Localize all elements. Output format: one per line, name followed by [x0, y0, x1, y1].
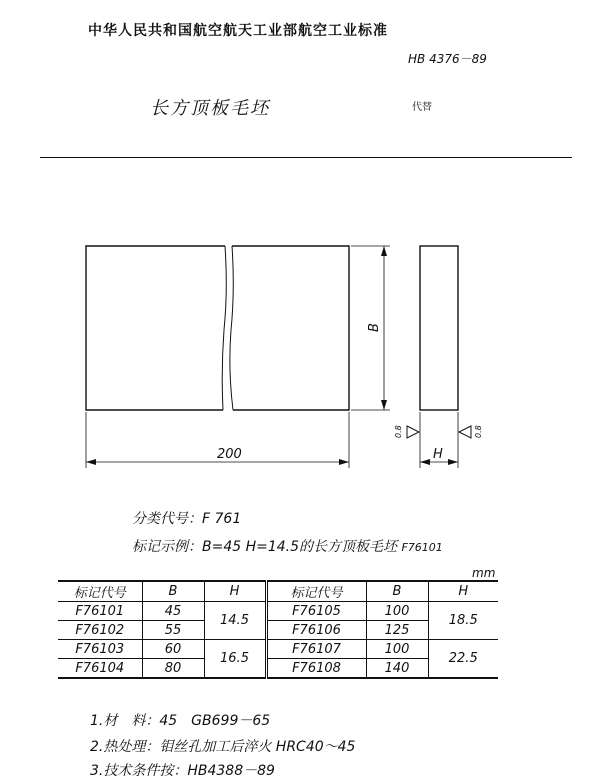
cell-code: F76106 [266, 621, 366, 640]
cell-b: 45 [142, 602, 204, 621]
unit-label: mm [472, 566, 496, 580]
dim-h-label: H [433, 447, 443, 462]
table-header-row [58, 581, 498, 602]
cell-code: F76105 [266, 602, 366, 621]
note-material: 1.材 料：45 GB699－65 [90, 713, 271, 729]
cell-b: 80 [142, 659, 204, 679]
roughness-value-left: 0.8 [394, 425, 403, 438]
classification-label: 分类代号： [132, 511, 202, 527]
marking-example-code: F76101 [401, 541, 443, 554]
classification-line [132, 508, 241, 528]
cell-b: 100 [366, 640, 428, 659]
roughness-symbol-right-icon [459, 426, 471, 438]
table-row [58, 640, 498, 659]
note-technical-conditions: 3.技术条件按：HB4388－89 [90, 763, 275, 779]
dim-200-label: 200 [217, 447, 242, 462]
roughness-value-right: 0.8 [474, 425, 483, 438]
cell-b: 60 [142, 640, 204, 659]
note-heat-treatment: 2.热处理：钼丝孔加工后淬火 HRC40～45 [90, 739, 356, 755]
header-b: B [142, 581, 204, 602]
cell-h: 16.5 [204, 640, 266, 679]
standard-number: HB 4376－89 [408, 52, 487, 66]
cell-code: F76104 [58, 659, 142, 679]
cell-code: F76107 [266, 640, 366, 659]
roughness-symbol-left-icon [407, 426, 419, 438]
marking-example-text: B=45 H=14.5的长方顶板毛坯 [202, 539, 398, 555]
cell-code: F76102 [58, 621, 142, 640]
header-h: H [204, 581, 266, 602]
header-code: 标记代号 [58, 581, 142, 602]
side-view [420, 246, 458, 410]
header-b: B [366, 581, 428, 602]
cell-code: F76108 [266, 659, 366, 679]
replaces-label: 代替 [412, 102, 432, 113]
spec-table [58, 580, 498, 679]
classification-value: F 761 [202, 511, 242, 527]
document-title: 长方顶板毛坯 [150, 98, 270, 119]
marking-example-label: 标记示例： [132, 539, 202, 555]
table-row [58, 602, 498, 621]
cell-code: F76103 [58, 640, 142, 659]
issuing-organization: 中华人民共和国航空航天工业部航空工业标准 [88, 23, 388, 39]
break-line-right [230, 246, 233, 410]
marking-example-line [132, 536, 443, 556]
cell-b: 55 [142, 621, 204, 640]
break-line-left [222, 246, 226, 410]
front-view-left-part [86, 246, 225, 410]
header-h: H [428, 581, 498, 602]
cell-h: 22.5 [428, 640, 498, 679]
dim-b-label: B [367, 323, 382, 332]
header-code: 标记代号 [266, 581, 366, 602]
front-view-right-part [232, 246, 349, 410]
cell-h: 18.5 [428, 602, 498, 640]
cell-b: 140 [366, 659, 428, 679]
cell-code: F76101 [58, 602, 142, 621]
cell-h: 14.5 [204, 602, 266, 640]
cell-b: 100 [366, 602, 428, 621]
cell-b: 125 [366, 621, 428, 640]
